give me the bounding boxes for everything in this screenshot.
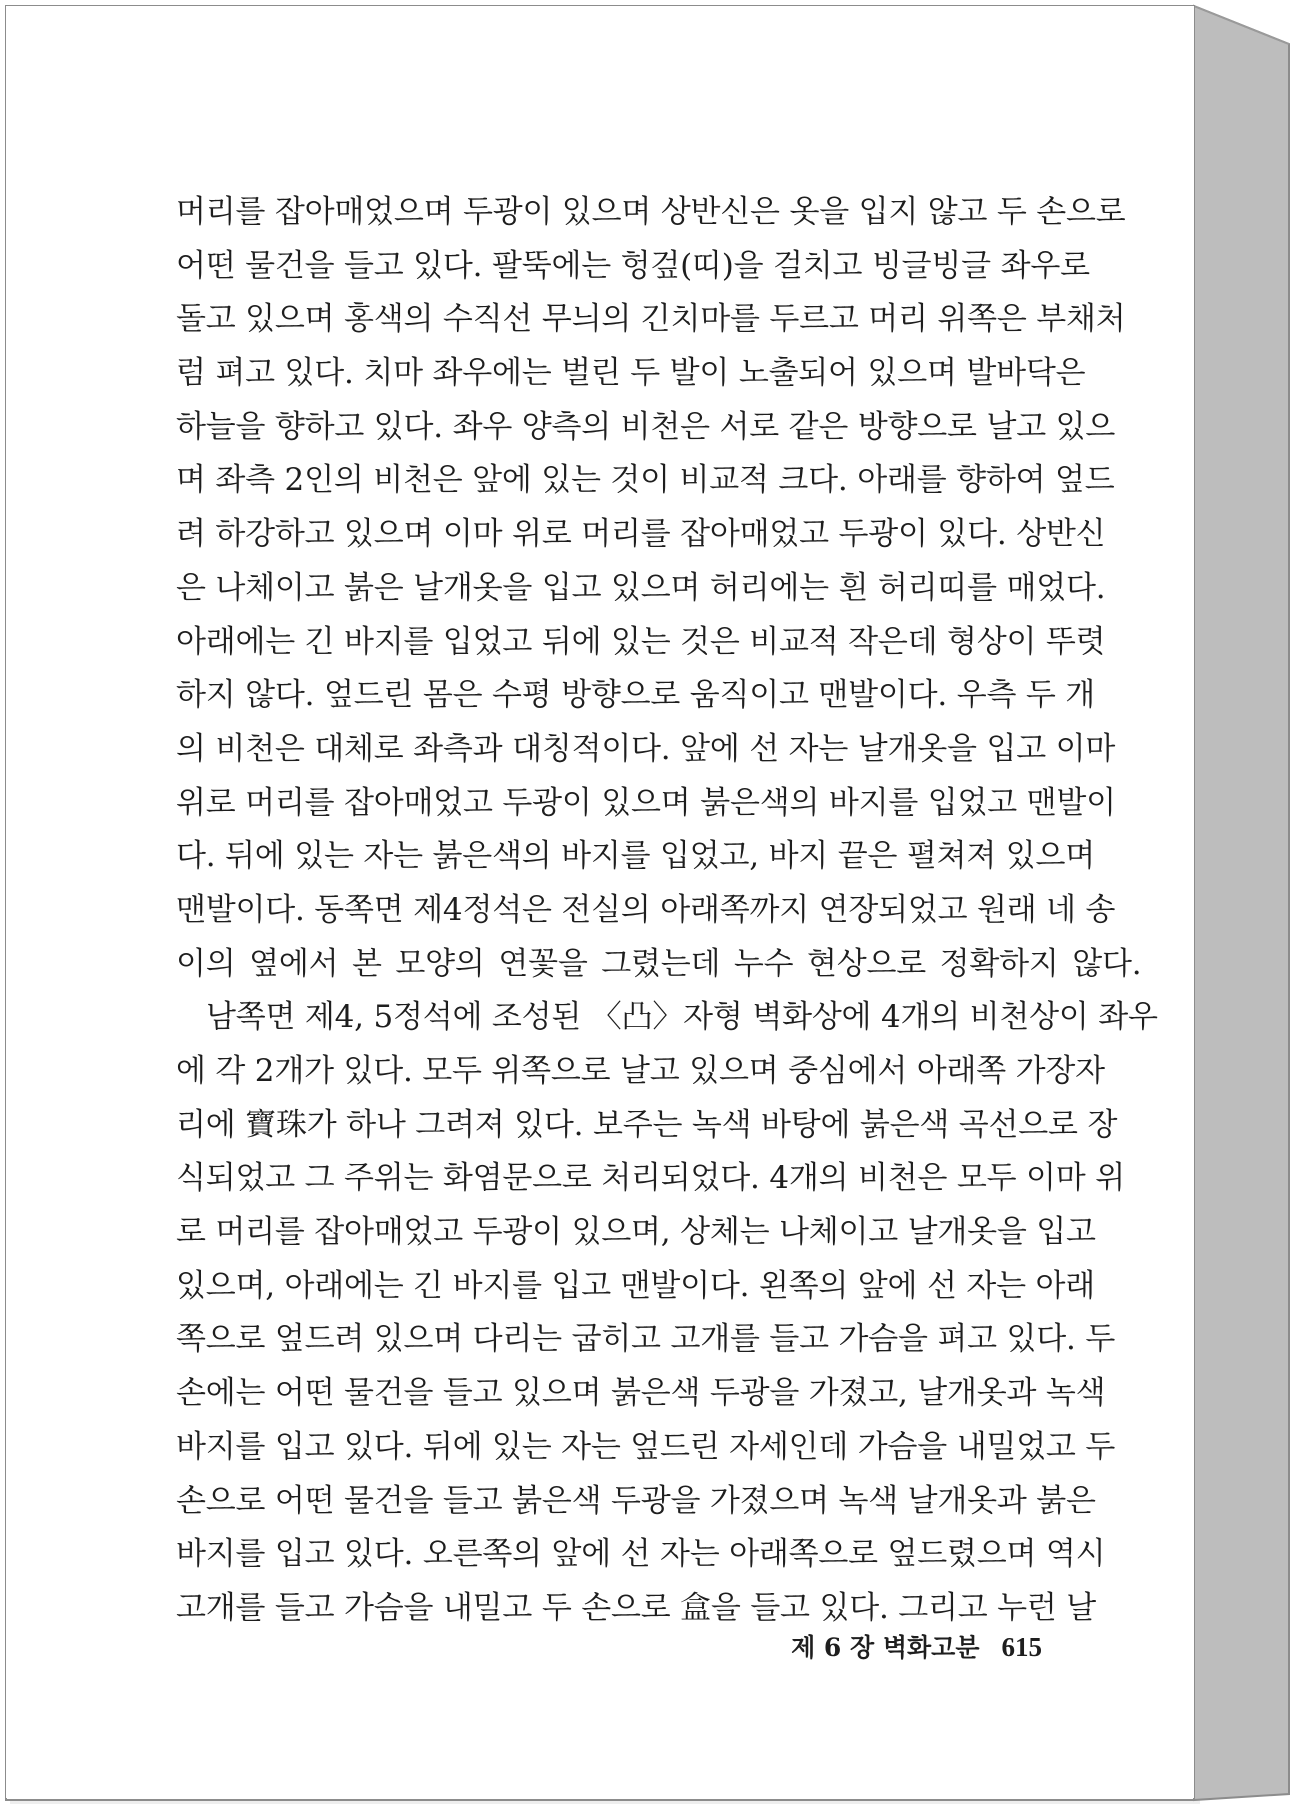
- text-line: 위로 머리를 잡아매었고 두광이 있으며 붉은색의 바지를 입었고 맨발이: [176, 784, 1116, 821]
- page-footer: [791, 1628, 1042, 1664]
- book-side-face: [1194, 6, 1289, 1800]
- text-line: 하늘을 향하고 있다. 좌우 양측의 비천은 서로 같은 방향으로 날고 있으: [176, 408, 1116, 445]
- text-line: 리에 寶珠가 하나 그려져 있다. 보주는 녹색 바탕에 붉은색 곡선으로 장: [176, 1106, 1118, 1143]
- text-line: 로 머리를 잡아매었고 두광이 있으며, 상체는 나체이고 날개옷을 입고: [176, 1214, 1096, 1251]
- text-line: 남쪽면 제4, 5정석에 조성된 〈凸〉자형 벽화상에 4개의 비천상이 좌우: [206, 999, 1158, 1036]
- text-line: 손으로 어떤 물건을 들고 붉은색 두광을 가졌으며 녹색 날개옷과 붉은: [176, 1482, 1096, 1519]
- text-line: 쪽으로 엎드려 있으며 다리는 굽히고 고개를 들고 가슴을 펴고 있다. 두: [176, 1321, 1116, 1358]
- chapter-title: 제 6 장 벽화고분: [791, 1633, 980, 1662]
- text-line: 며 좌측 2인의 비천은 앞에 있는 것이 비교적 크다. 아래를 향하여 엎드: [176, 462, 1115, 499]
- page-number: 615: [1001, 1632, 1042, 1662]
- book-page: [6, 6, 1194, 1798]
- text-line: 맨발이다. 동쪽면 제4정석은 전실의 아래쪽까지 연장되었고 원래 네 송: [176, 891, 1116, 928]
- text-line: 고개를 들고 가슴을 내밀고 두 손으로 盒을 들고 있다. 그리고 누런 날: [176, 1589, 1097, 1626]
- body-text: [176, 186, 1158, 1636]
- text-line: 에 각 2개가 있다. 모두 위쪽으로 날고 있으며 중심에서 아래쪽 가장자: [176, 1053, 1105, 1089]
- text-line: 돌고 있으며 홍색의 수직선 무늬의 긴치마를 두르고 머리 위쪽은 부채처: [176, 301, 1126, 338]
- text-line: 식되었고 그 주위는 화염문으로 처리되었다. 4개의 비천은 모두 이마 위: [176, 1160, 1125, 1197]
- text-line: 어떤 물건을 들고 있다. 팔뚝에는 헝겊(띠)을 걸치고 빙글빙글 좌우로: [176, 247, 1090, 284]
- text-line: 머리를 잡아매었으며 두광이 있으며 상반신은 옷을 입지 않고 두 손으로: [176, 194, 1126, 230]
- text-line: 아래에는 긴 바지를 입었고 뒤에 있는 것은 비교적 작은데 형상이 뚜렷: [176, 623, 1106, 660]
- text-line: 있으며, 아래에는 긴 바지를 입고 맨발이다. 왼쪽의 앞에 선 자는 아래: [176, 1267, 1095, 1304]
- text-line: 다. 뒤에 있는 자는 붉은색의 바지를 입었고, 바지 끝은 펼쳐져 있으며: [176, 838, 1095, 875]
- text-line: 려 하강하고 있으며 이마 위로 머리를 잡아매었고 두광이 있다. 상반신: [176, 516, 1106, 553]
- text-line: 바지를 입고 있다. 뒤에 있는 자는 엎드린 자세인데 가슴을 내밀었고 두: [176, 1428, 1116, 1465]
- text-line: 이의 옆에서 본 모양의 연꽃을 그렸는데 누수 현상으로 정확하지 않다.: [176, 945, 1142, 982]
- text-line: 은 나체이고 붉은 날개옷을 입고 있으며 허리에는 흰 허리띠를 매었다.: [176, 569, 1106, 606]
- text-line: 하지 않다. 엎드린 몸은 수평 방향으로 움직이고 맨발이다. 우측 두 개: [176, 677, 1095, 714]
- text-line: 의 비천은 대체로 좌측과 대칭적이다. 앞에 선 자는 날개옷을 입고 이마: [176, 730, 1116, 767]
- text-line: 손에는 어떤 물건을 들고 있으며 붉은색 두광을 가졌고, 날개옷과 녹색: [176, 1375, 1106, 1412]
- text-line: 바지를 입고 있다. 오른쪽의 앞에 선 자는 아래쪽으로 엎드렸으며 역시: [176, 1536, 1106, 1573]
- text-line: 럼 펴고 있다. 치마 좌우에는 벌린 두 발이 노출되어 있으며 발바닥은: [176, 355, 1086, 392]
